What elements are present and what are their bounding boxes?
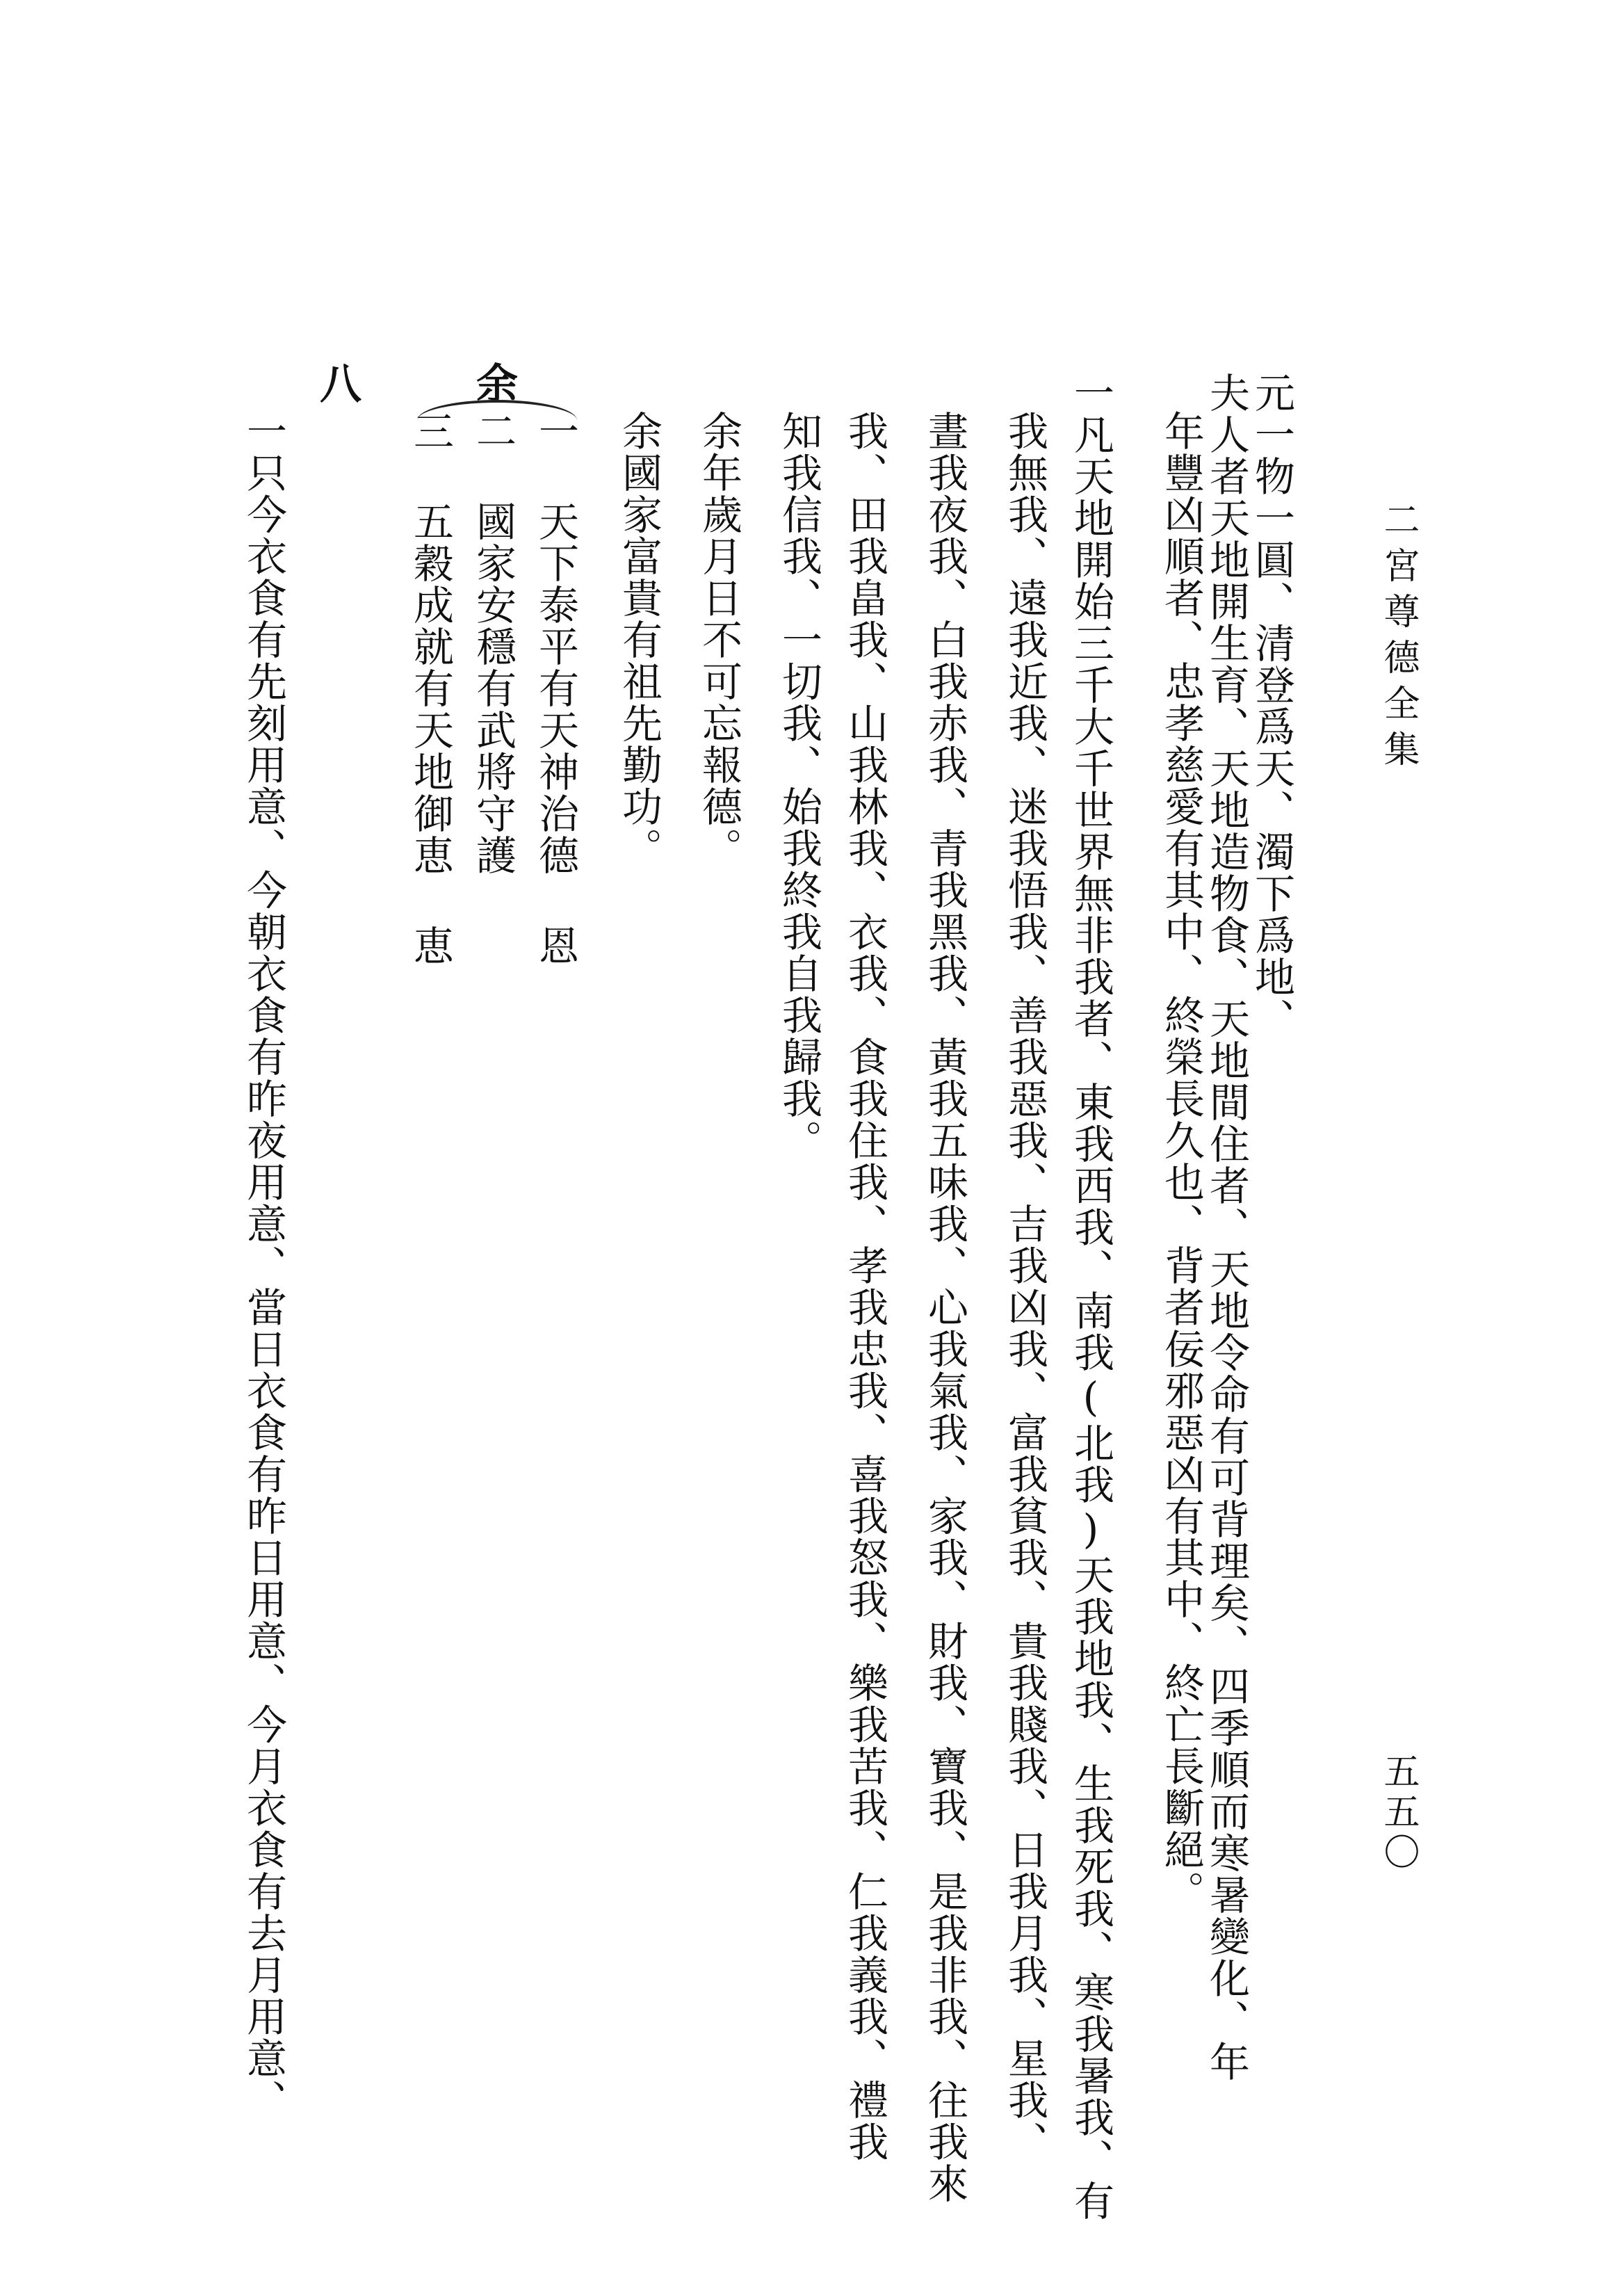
text-column-15: 一只今衣食有先刻用意、今朝衣食有昨夜用意、當日衣食有昨日用意、今月衣食有去月用意、 <box>240 410 287 2121</box>
text-column-10: 余國家富貴有祖先勤功。 <box>615 410 663 869</box>
text-column-5: 我無我、遠我近我、迷我悟我、善我惡我、吉我凶我、富我貧我、貴我賤我、日我月我、星我、 <box>1001 410 1048 2163</box>
text-column-6: 晝我夜我、白我赤我、青我黑我、黃我五味我、心我氣我、家我、財我、寶我、是我非我、往我來 <box>921 410 968 2204</box>
text-column-3: 年豐凶順者、忠孝慈愛有其中、終榮長久也、背者佞邪惡凶有其中、終亡長斷絕。 <box>1158 410 1205 1912</box>
text-column-2: 夫人者天地開生育、天地造物食、天地間住者、天地令命有可背理矣、四季順而寒暑變化、年 <box>1203 372 1250 2083</box>
text-column-7: 我、田我畠我、山我林我、衣我、食我住我、孝我忠我、喜我怒我、樂我苦我、仁我義我、禮我 <box>841 410 888 2163</box>
text-column-9: 余年歲月日不可忘報德。 <box>695 410 742 869</box>
text-column-4: 一凡天地開始三千大千世界無非我者、東我西我、南我(北我)天我地我、生我死我、寒我暑我、有 <box>1067 372 1114 2222</box>
list-item-3: 三 五穀成就有天地御恵 恵 <box>407 410 454 967</box>
text-column-1: 元一物一圓、清登爲天、濁下爲地、 <box>1248 372 1295 1040</box>
page-number: 五五〇 <box>1377 1752 1419 1873</box>
list-item-1: 一 天下泰平有天神治德 恩 <box>532 410 579 967</box>
list-item-2: 二 國家安穩有武將守護 <box>469 410 517 876</box>
editor-marker-yo: 余 <box>469 362 518 405</box>
text-column-8: 知我信我、一切我、始我終我自我歸我。 <box>775 410 822 1161</box>
section-marker-hachi: 八 <box>313 362 362 405</box>
running-header-title: 二宮尊德全集 <box>1377 501 1419 776</box>
